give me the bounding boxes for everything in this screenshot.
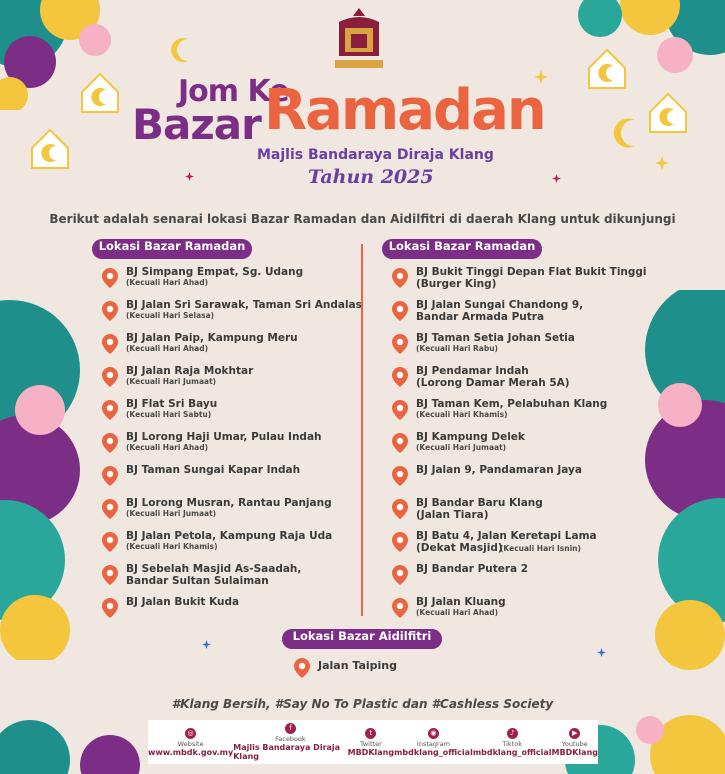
location-name: BJ Jalan 9, Pandamaran Jaya: [416, 464, 582, 476]
aidilfitri-location-name: Jalan Taiping: [318, 659, 397, 672]
social-label: Facebook: [275, 735, 306, 743]
location-item: [390, 596, 650, 626]
location-name: BJ Taman Sungai Kapar Indah: [126, 464, 301, 476]
social-handle: MBDKlang: [551, 747, 598, 757]
location-pin-icon: [100, 498, 120, 520]
location-item: [100, 398, 360, 428]
twitter-icon: t: [365, 728, 376, 739]
location-item: [390, 266, 650, 296]
location-pin-icon: [292, 657, 312, 679]
left-column-title: Lokasi Bazar Ramadan: [92, 239, 252, 259]
location-note: (Kecuali Hari Ahad): [126, 344, 209, 353]
social-link-youtube[interactable]: [552, 728, 598, 757]
star-icon: [185, 172, 194, 181]
social-handle: Majlis Bandaraya Diraja Klang: [233, 743, 341, 761]
location-item: [390, 431, 650, 461]
facebook-icon: f: [285, 723, 296, 734]
location-item: [100, 365, 360, 395]
council-name: Majlis Bandaraya Diraja Klang: [257, 147, 494, 163]
location-pin-icon: [390, 597, 410, 619]
social-link-tiktok[interactable]: [473, 728, 552, 757]
location-item: [100, 563, 360, 593]
location-item: [390, 398, 650, 428]
location-name: BJ Taman Kem, Pelabuhan Klang: [416, 398, 608, 410]
location-item: [390, 497, 650, 527]
location-name: BJ Kampung Delek: [416, 431, 525, 443]
right-column-title: Lokasi Bazar Ramadan: [382, 239, 542, 259]
aidilfitri-location: [292, 656, 492, 686]
location-note: (Kecuali Hari Rabu): [416, 344, 498, 353]
location-note: (Kecuali Hari Jumaat): [126, 377, 217, 386]
star-icon: [202, 640, 211, 649]
location-item: [100, 497, 360, 527]
crescent-moon-icon: [168, 36, 196, 64]
location-name: BJ Pendamar Indah (Lorong Damar Merah 5A): [416, 365, 570, 389]
title-ramadan: Ramadan: [264, 78, 545, 143]
location-name: BJ Jalan Kluang: [416, 596, 506, 608]
location-pin-icon: [390, 399, 410, 421]
social-label: Youtube: [561, 739, 588, 748]
location-name: BJ Batu 4, Jalan Keretapi Lama (Dekat Masjid): [416, 530, 597, 554]
star-icon: [552, 174, 561, 183]
tiktok-icon: ♪: [507, 728, 518, 739]
year-label: Tahun 2025: [308, 166, 434, 188]
social-handle: MBDKlang: [347, 747, 395, 757]
location-note: (Kecuali Hari Ahad): [416, 608, 499, 617]
location-item: [390, 530, 650, 560]
location-name: BJ Bandar Baru Klang (Jalan Tiara): [416, 497, 543, 521]
social-handle: www.mbdk.gov.my: [148, 747, 234, 757]
social-label: Instagram: [416, 739, 450, 748]
globe-icon: ◎: [185, 728, 196, 739]
social-handle: mbdklang_official: [394, 747, 473, 757]
hashtags: #Klang Bersih, #Say No To Plastic dan #Cashless Society: [171, 697, 554, 711]
location-name: BJ Jalan Paip, Kampung Meru: [126, 332, 298, 344]
location-pin-icon: [390, 531, 410, 553]
location-item: [390, 365, 650, 395]
location-pin-icon: [390, 333, 410, 355]
location-name: BJ Jalan Raja Mokhtar: [126, 365, 254, 377]
social-label: Twitter: [359, 739, 382, 748]
social-link-twitter[interactable]: [348, 728, 394, 757]
title-jom-ke: Jom Ke: [178, 74, 289, 109]
title-bazar: Bazar: [132, 100, 261, 149]
location-item: [100, 596, 360, 626]
location-note: (Kecuali Hari Jumaat): [126, 509, 217, 518]
social-label: Tiktok: [502, 739, 522, 748]
location-name: BJ Simpang Empat, Sg. Udang: [126, 266, 304, 278]
location-pin-icon: [100, 465, 120, 487]
location-note: (Kecuali Hari Jumaat): [416, 443, 507, 452]
location-pin-icon: [390, 465, 410, 487]
location-pin-icon: [100, 432, 120, 454]
location-name: BJ Jalan Bukit Kuda: [126, 596, 240, 608]
location-pin-icon: [100, 399, 120, 421]
location-pin-icon: [390, 432, 410, 454]
youtube-icon: ▶: [569, 728, 580, 739]
location-item: [100, 464, 360, 494]
location-item: [100, 266, 360, 296]
location-name: BJ Bandar Putera 2: [416, 563, 529, 575]
location-name: BJ Lorong Haji Umar, Pulau Indah: [126, 431, 322, 443]
location-item: [390, 332, 650, 362]
social-footer: [148, 720, 598, 764]
location-pin-icon: [100, 564, 120, 586]
location-name: BJ Jalan Sungai Chandong 9, Bandar Armada Putra: [416, 299, 584, 323]
location-note: (Kecuali Hari Ahad): [126, 278, 209, 287]
ornament-left-icon: [0, 300, 90, 660]
location-note: (Kecuali Hari Isnin): [500, 544, 581, 553]
location-pin-icon: [390, 366, 410, 388]
location-name: BJ Lorong Musran, Rantau Panjang: [126, 497, 332, 509]
location-pin-icon: [390, 498, 410, 520]
location-item: [100, 431, 360, 461]
location-note: (Kecuali Hari Sabtu): [126, 410, 212, 419]
location-item: [100, 530, 360, 560]
location-note: (Kecuali Hari Ahad): [126, 443, 209, 452]
location-pin-icon: [100, 531, 120, 553]
location-pin-icon: [100, 267, 120, 289]
social-link-instagram[interactable]: [394, 728, 473, 757]
location-name: BJ Jalan Petola, Kampung Raja Uda: [126, 530, 333, 542]
location-name: BJ Sebelah Masjid As-Saadah, Bandar Sultan Sulaiman: [126, 563, 302, 587]
location-note: (Kecuali Hari Khamis): [126, 542, 218, 551]
location-item: [100, 332, 360, 362]
lantern-icon: [585, 48, 629, 98]
location-name: BJ Bukit Tinggi Depan Flat Bukit Tinggi (Burger King): [416, 266, 647, 290]
social-label: Website: [177, 739, 204, 748]
instagram-icon: ◉: [428, 728, 439, 739]
location-item: [390, 464, 650, 494]
location-pin-icon: [390, 267, 410, 289]
star-icon: [597, 648, 606, 657]
council-crest-logo: [329, 6, 389, 74]
location-item: [390, 299, 650, 329]
location-name: BJ Taman Setia Johan Setia: [416, 332, 575, 344]
aidilfitri-title: Lokasi Bazar Aidilfitri: [282, 629, 442, 649]
intro-text: Berikut adalah senarai lokasi Bazar Ramadan dan Aidilfitri di daerah Klang untuk dikunjungi: [49, 212, 676, 226]
location-pin-icon: [100, 333, 120, 355]
location-pin-icon: [390, 300, 410, 322]
location-item: [100, 299, 360, 329]
social-link-facebook[interactable]: [233, 723, 347, 761]
location-pin-icon: [100, 597, 120, 619]
location-name: BJ Flat Sri Bayu: [126, 398, 218, 410]
crescent-moon-icon: [610, 116, 644, 150]
lantern-icon: [78, 72, 122, 122]
location-name: BJ Jalan Sri Sarawak, Taman Sri Andalas: [126, 299, 362, 311]
location-note: (Kecuali Hari Selasa): [126, 311, 215, 320]
location-pin-icon: [100, 300, 120, 322]
lantern-icon: [28, 128, 72, 178]
location-item: [390, 563, 650, 593]
lantern-icon: [646, 92, 690, 142]
star-icon: [655, 156, 669, 170]
social-handle: mbdklang_official: [472, 747, 552, 757]
location-pin-icon: [100, 366, 120, 388]
location-pin-icon: [390, 564, 410, 586]
social-link-website[interactable]: [148, 728, 233, 757]
location-note: (Kecuali Hari Khamis): [416, 410, 508, 419]
